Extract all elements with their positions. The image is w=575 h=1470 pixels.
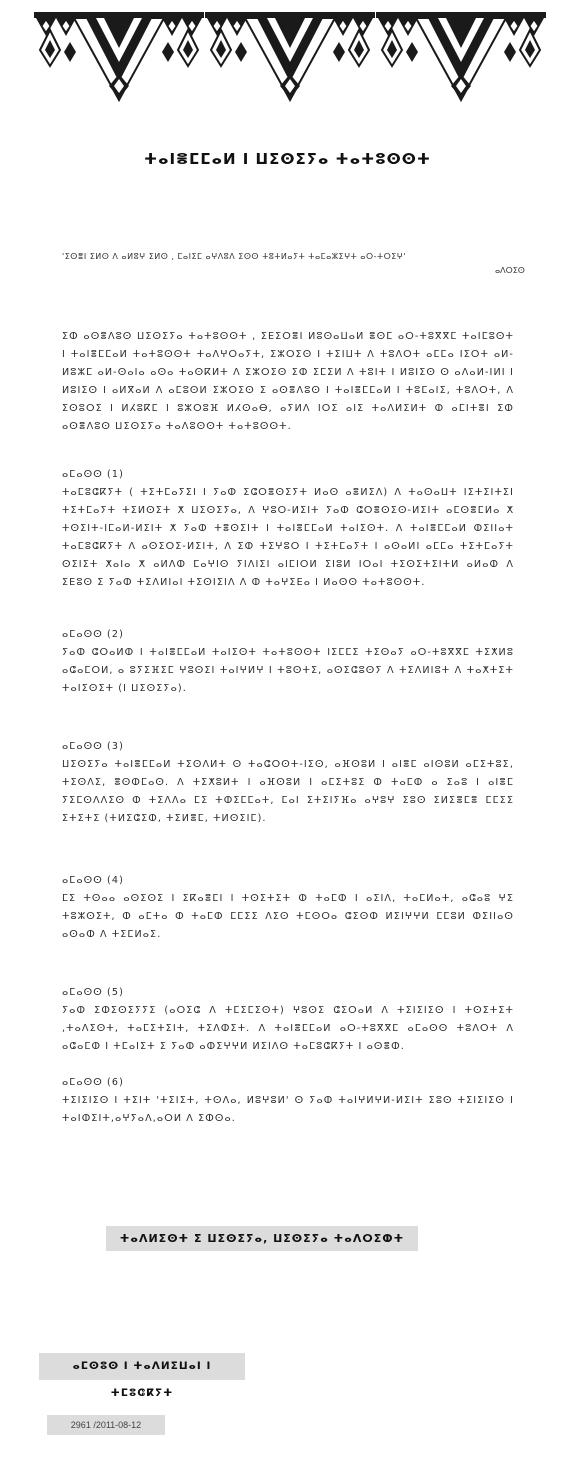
article-5 [62,984,514,1056]
intro-paragraph: ⵉⵀ ⴰⵙⴻⴷⵓⵙ ⵡⵉⵙⵉⵢⴰ ⵜⴰⵜⵓⵙⵙⵜ , ⵉⴹⵉⵔⴻⵏ ⵍⵓⵙⴰⵡⴰⵍ ⴻⵙⵎ ⴰⵔ-ⵜⵓⴳⴳⵎ ⵜⴰⵏⵎⵓⵙⵜ ⵏ ⵜⴰⵏⴻⵎⵎⴰⵍ ⵜⴰⵜⵓⵙⵙⵜ ⵜⴰⴷⵖⵔⴰⵢⵜ, ⵉⵣⵔⵉⵙ ⵏ ⵜⵉⵏⵡⵜ ⴷ ⵜⵓⴷⵔⵜ ⴰⵎⵎⴰ ⵏⵉⵔⵜ ⴰⵍ-ⵍⵓⵣⵎ ⴰⵍ-ⵙⴰⵏⴰ ⴰⵙⴰ ⵜⴰⵙⴽⵍⵜ ⴷ ⵉⵣⵔⵉⵙ ⵉⵀ ⵉⵎⵉⵍ ⴷ ⵜⵓⵏⵜ ⵏ ⵍⵓⵏⵉⵙ ⵙ ⴰⴷⴰⵍ-ⵏⵍⵏ ⵏ ⵍⵓⵏⵉⵙ ⵏ ⴰⵍⴳⴰⵍ ⴷ ⴰⵎⵓⵙⵍ ⵉⵣⵔⵉⵙ ⵉ ⴰⵙⴻⴷⵓⵙ ⵏ ⵜⴰⵏⴻⵎⵎⴰⵍ ⵏ ⵜⵓⵎⴰⵏⵉ, ⵜⵓⴷⵔⵜ, ⴷ ⵉⵙⵓⵔⵉ ⵏ ⵍⵃⵓⴽⵎ ⵏ ⵓⵣⵔⵓⴼ ⵍⵃⵙⴰⴱ, ⴰⵢⵍⴷ ⵏⵔⵉ ⴰⵏⵉ ⵜⴰⴷⵍⵉⵍⵜ ⵀ ⴰⵎⵏⵜⴻⵏ ⵉⵀ ⴰⵙⴻⴷⵓⵙ ⵡⵉⵙⵉⵢⴰ ⵜⴰⴷⵓⵙⵙⵜ ⵜⴰⵜⵓⵙⵙⵜ. [62,331,514,432]
article-heading: ⴰⵎⴰⵙⵙ (2) [62,629,124,640]
article-1 [62,466,514,592]
article-4 [62,872,514,944]
article-heading: ⴰⵎⴰⵙⵙ (5) [62,987,124,998]
signature-organization: ⵜⴰⴷⵍⵉⵙⵜ ⵉ ⵡⵉⵙⵉⵢⴰ, ⵡⵉⵙⵉⵢⴰ ⵜⴰⴷⵔⵉⵀⵜ [106,1226,418,1251]
epigraph-quote: 'ⵉⵙⴻⵏ ⵉⵍⵙ ⴷ ⴰⵍⵓⵖ ⵉⵍⵙ , ⵎⴰⵏⵉⵎ ⴰⵖⴷⵓⴷ ⵉⵙⵙ ⵜⵓⵜⵍⴰⵢⵜ ⵜⴰⵎⴰⵣⵉⵖⵜ ⴰⵔ-ⵜⵔⵉⵖ' [62,252,406,261]
article-heading: ⴰⵎⴰⵙⵙ (6) [62,1077,124,1088]
article-text: ⵢⴰⵀ ⵉⵀⵉⵙⵉⵢⵢⵉ (ⴰⵔⵉⵛ ⴷ ⵜⵎⵉⵎⵉⵙⵜ) ⵖⵓⵙⵉ ⵛⵉⵔⴰⵍ ⴷ ⵜⵉⵏⵉⵏⵉⵙ ⵏ ⵜⵙⵉⵜⵉⵜ ,ⵜⴰⴷⵉⵙⵜ, ⵜⴰⵎⵉⵜⵉⵏⵜ, ⵜⵉⴷⵀⵉⵜ. ⴷ ⵜⴰⵏⴻⵎⵎⴰⵍ ⴰⵔ-ⵜⵓⴳⴳⵎ ⴰⵎⴰⵙⵙ ⵜⵓⴷⵔⵜ ⴷ ⴰⵛⴰⵎⵀ ⵏ ⵜⵎⴰⵏⵉⵜ ⵉ ⵢⴰⵀ ⴰⵀⵉⵖⵖⵍ ⵍⵉⵏⴷⵙ ⵜⴰⵎⵓⵛⴽⵢⵜ ⵏ ⴰⵙⴻⵀ. [62,1005,514,1052]
article-text: ⵎⵉ ⵜⵙⴰⴰ ⴰⵙⵉⵙⵉ ⵏ ⵉⴽⴰⴻⵎⵏ ⵏ ⵜⵙⵉⵜⵉⵜ ⵀ ⵜⴰⵎⵀ ⵏ ⴰⵉⵏⴷ, ⵜⴰⵎⵍⴰⵜ, ⴰⵛⴰⵓ ⵖⵉ ⵜⵓⵣⵙⵉⵜ, ⵀ ⴰⵎⵜⴰ ⵀ ⵜⴰⵎⵀ ⵎⵎⵉⵉ ⴷⵉⵙ ⵜⵎⵙⵔⴰ ⵛⵉⵙⵀ ⵍⵉⵏⵖⵖⵍ ⵎⵎⵓⵍ ⵀⵉⵏⵏⴰⵙ ⴰⵙⴰⵀ ⴷ ⵜⵉⵎⵍⴰⵉ. [62,893,514,940]
epigraph-author: ⴰⴷⵔⵉⵙ [495,266,525,275]
article-text: ⵜⴰⵎⵓⵛⴽⵢⵜ ( ⵜⵉⵜⵎⴰⵢⵉⵏ ⵏ ⵢⴰⵀ ⵉⵛⵔⴻⵙⵉⵢⵜ ⵍⴰⵙ ⴰⴻⵍⵉⴷ) ⴷ ⵜⴰⵙⴰⵡⵜ ⵏⵉⵜⵉⵏⵜⵉⵏ ⵜⵉⵜⵎⴰⵢⵜ ⵜⵉⵍⵙⵉⵜ ⵅ ⵡⵉⵙⵉⵢⴰ, ⴷ ⵖⵓⵔ-ⵍⵉⵏⵜ ⵢⴰⵀ ⵛⵔⴻⵙⵉⵙ-ⵍⵉⵏⵜ ⴰⵎⵙⴻⵎⵍⴰ ⵅ ⵜⵙⵉⵏⵜ-ⵏⵎⴰⵍ-ⵍⵉⵏⵜ ⵅ ⵢⴰⵀ ⵜⴻⵙⵉⵏⵜ ⵏ ⵜⴰⵏⴻⵎⵎⴰⵍ ⵜⴰⵏⵉⵙⵜ. ⴷ ⵜⴰⵏⴻⵎⵎⴰⵍ ⵀⵉⵏⵏⴰⵜ ⵜⴰⵎⵓⵛⴽⵢⵜ ⴷ ⴰⵙⵉⵔⵉ-ⵍⵉⵏⵜ, ⴷ ⵉⵀ ⵜⵉⵖⵓⵔ ⵏ ⵜⵉⵜⵎⴰⵢⵜ ⵏ ⴰⵙⴰⵍⵏ ⴰⵎⵎⴰ ⵜⵉⵜⵎⴰⵢⵜ ⵙⵉⵏⵉⵜ ⵅⴰⵏⴰ ⵅ ⴰⵍⴷⵀ ⵎⴰⵖⵏⵙ ⵢⵏⴷⵏⵉⵏ ⴰⵏⵎⵏⵔⵍ ⵉⵏⵓⵍ ⵏⵔⴰⵏ ⵜⵉⵙⵉⵜⵉⵏⵜⵍ ⴰⵍⴰⵀ ⴷ ⵉⴹⵓⵙ ⵉ ⵢⴰⵀ ⵜⵉⴷⵍⵏⴰⵏ ⵜⵉⵙⵏⵉⵏⴷ ⴷ ⵀ ⵜⴰⵖⵉⴹⴰ ⵏ ⵍⴰⵙⵙ ⵜⴰⵜⵓⵙⵙⵜ. [62,487,514,588]
article-heading: ⴰⵎⴰⵙⵙ (3) [62,741,124,752]
article-2 [62,626,514,698]
article-heading: ⴰⵎⴰⵙⵙ (4) [62,875,124,886]
signature-office: ⴰⵎⵙⵓⵙ ⵏ ⵜⴰⴷⵍⵉⵡⴰⵏ ⵏ ⵜⵎⵓⵛⴽⵢⵜ [39,1353,245,1380]
document-reference: 2961 /2011-08-12 [47,1415,165,1435]
article-text: ⵜⵉⵏⵉⵏⵉⵙ ⵏ ⵜⵉⵏⵜ 'ⵜⵉⵏⵉⵜ, ⵜⵙⴷⴰ, ⵍⵓⵖⵓⵍ' ⵙ ⵢⴰⵀ ⵜⴰⵏⵖⵍⵖⵍ-ⵍⵉⵏⵜ ⵉⵓⵙ ⵜⵉⵏⵉⵏⵉⵙ ⵏ ⵜⴰⵏⵀⵉⵏⵜ,ⴰⵖⵢⴰⴷ,ⴰⵔⵍ ⴷ ⵉⵀⵙⴰ. [62,1095,514,1124]
article-text: ⵢⴰⵀ ⵛⵔⴰⵍⵀ ⵏ ⵜⴰⵏⴻⵎⵎⴰⵍ ⵜⴰⵏⵉⵙⵜ ⵜⴰⵜⵓⵙⵙⵜ ⵏⵉⵎⵎⵉ ⵜⵉⵙⴰⵢ ⴰⵔ-ⵜⵓⴳⴳⵎ ⵜⵉⵅⵍⵓ ⴰⵛⴰⵎⵔⵍ, ⴰ ⵓⵢⵉⴼⵉⵎ ⵖⵓⵙⵉⵏ ⵜⴰⵏⵖⵍⵖ ⵏ ⵜⵓⵙⵜⵉ, ⴰⵙⵉⵛⵓⵙⵢ ⴷ ⵜⵉⴷⵍⵏⵓⵜ ⴷ ⵜⴰⵅⵜⵉⵜ ⵜⴰⵏⵉⵙⵉⵜ (ⵏ ⵡⵉⵙⵉⵢⴰ). [62,647,514,694]
page-title: ⵜⴰⵏⴻⵎⵎⴰⵍ ⵏ ⵡⵉⵙⵉⵢⴰ ⵜⴰⵜⵓⵙⵙⵜ [143,150,431,168]
article-3 [62,738,514,828]
article-6 [62,1074,514,1128]
article-text: ⵡⵉⵙⵉⵢⴰ ⵜⴰⵏⴻⵎⵎⴰⵍ ⵜⵉⵙⴷⵍⵜ ⵙ ⵜⴰⵛⵔⵙⵜ-ⵏⵉⵙ, ⴰⴼⵙⵓⵍ ⵏ ⴰⵏⴻⵎ ⴰⵏⵙⵓⵍ ⴰⵎⵉⵜⵓⵉ, ⵜⵉⵙⴷⵉ, ⴻⵙⵀⵎⴰⵙ. ⴷ ⵜⵉⵅⵓⵍⵜ ⵏ ⴰⴼⵙⵓⵍ ⵏ ⴰⵎⵉⵜⵓⵉ ⵀ ⵜⴰⵎⵀ ⴰ ⵉⴰⵓ ⵏ ⴰⵏⴻⵎ ⵢⵉⵎⵙⴷⴷⵉⵙ ⵀ ⵜⵉⴷⴷⴰ ⵎⵉ ⵜⵀⵉⵎⵎⴰⵜ, ⵎⴰⵏ ⵉⵜⵉⵏⵢⴼⴰ ⴰⵖⵓⵖ ⵉⵓⵙ ⵉⵍⵉⴻⵎⴻ ⵎⵎⵉⵉ ⵉⵜⵉⵜⵉ (ⵜⵍⵉⵛⵉⵀ, ⵜⵉⵍⴻⵎ, ⵜⵍⵙⵉⵏⵎ). [62,759,514,824]
amazigh-banner [34,12,546,104]
article-heading: ⴰⵎⴰⵙⵙ (1) [62,469,124,480]
